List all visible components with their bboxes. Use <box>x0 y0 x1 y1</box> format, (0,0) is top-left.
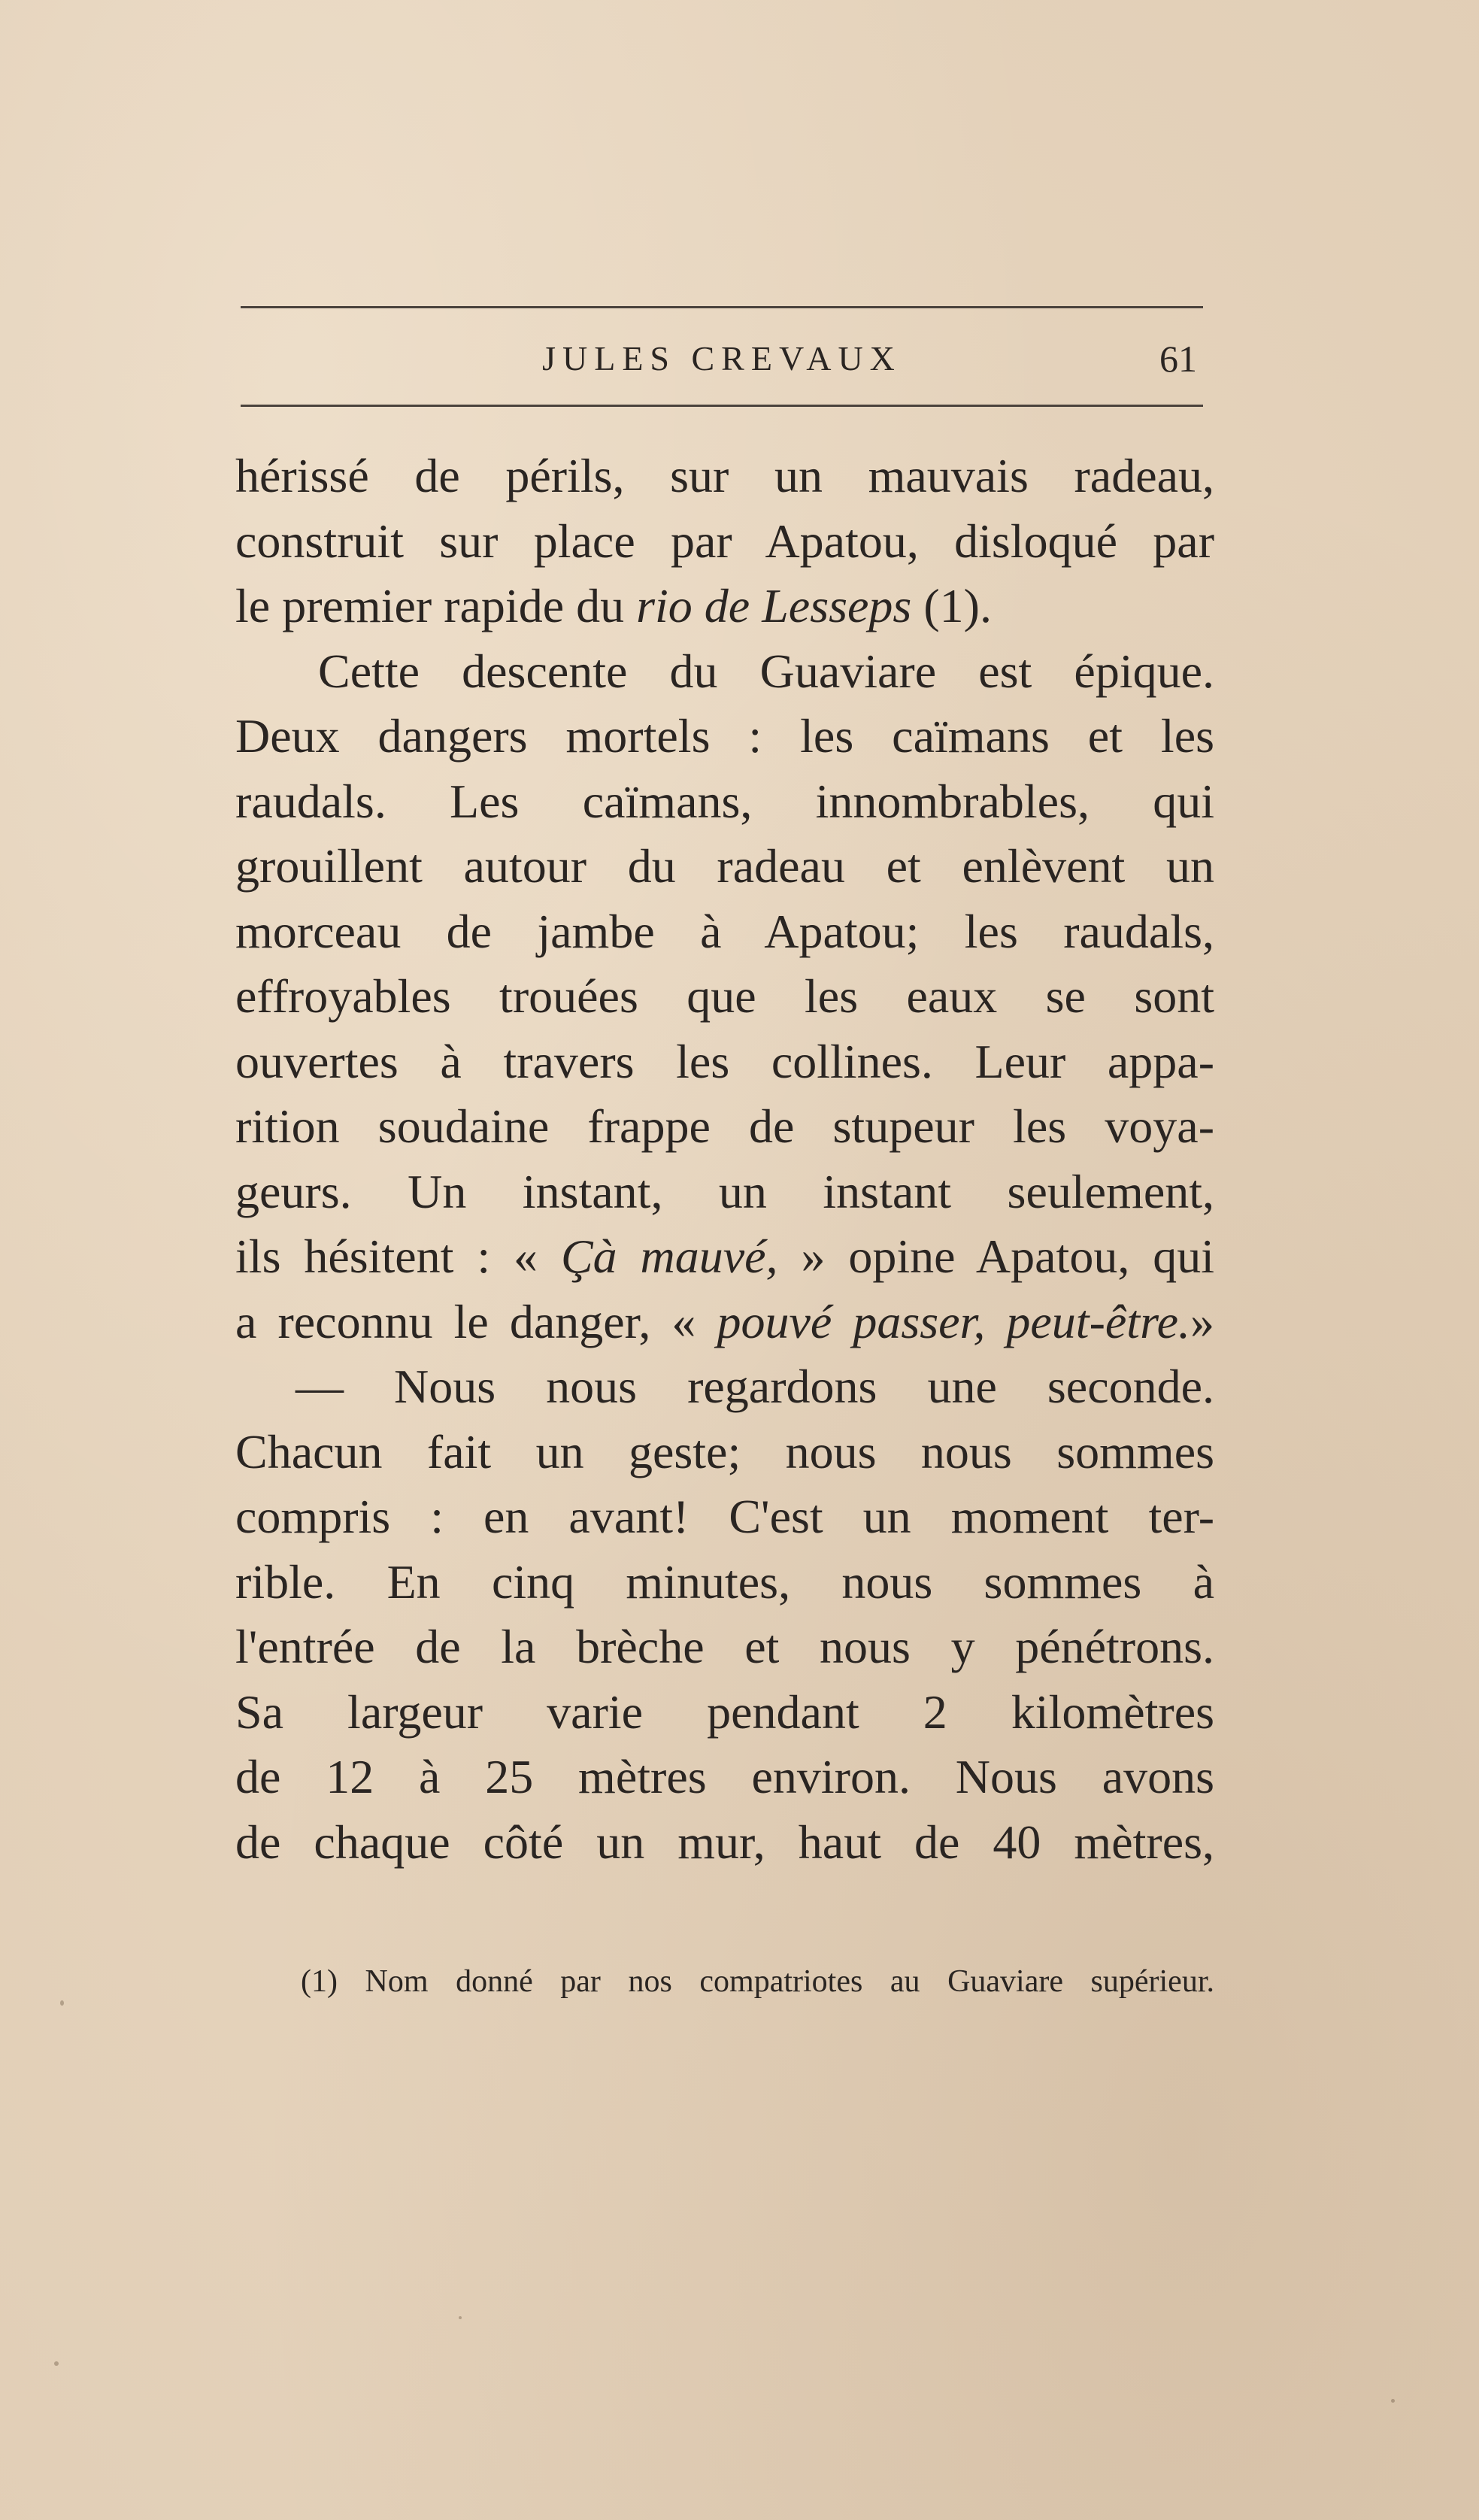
italic-quote: pouvé passer, peut-être. <box>717 1294 1191 1348</box>
paper-speck <box>54 2361 59 2366</box>
header-rule-top <box>241 306 1203 308</box>
text-line: effroyables trouées que les eaux se sont <box>235 969 1214 1023</box>
text-line: de 12 à 25 mètres environ. Nous avons <box>235 1750 1214 1803</box>
text-line: rible. En cinq minutes, nous sommes à <box>235 1554 1214 1609</box>
text-line: geurs. Un instant, un instant seulement, <box>235 1164 1214 1218</box>
text-line: Chacun fait un geste; nous nous sommes <box>235 1424 1214 1478</box>
text-line: Deux dangers mortels : les caïmans et les <box>235 709 1214 763</box>
paper-speck <box>459 2316 462 2319</box>
text-line-quote-start: — Nous nous regardons une seconde. <box>295 1360 1214 1413</box>
text-line: le premier rapide du rio de Lesseps (1). <box>235 579 992 632</box>
text-line: a reconnu le danger, « pouvé passer, peut-être.» <box>235 1294 1215 1348</box>
paper-speck <box>60 2000 64 2006</box>
italic-quote: Çà mauvé, <box>560 1230 778 1283</box>
text-line: ouvertes à travers les collines. Leur appa- <box>235 1034 1214 1088</box>
text-line: ils hésitent : « Çà mauvé, » opine Apatou, qui <box>235 1230 1215 1283</box>
running-title: JULES CREVAUX <box>542 339 902 378</box>
paper-speck <box>1391 2399 1395 2403</box>
text-line: de chaque côté un mur, haut de 40 mètres, <box>235 1815 1214 1869</box>
page-number: 61 <box>1159 338 1197 380</box>
text-line: grouillent autour du radeau et enlèvent un <box>235 839 1214 893</box>
text-line: l'entrée de la brèche et nous y pénétrons. <box>235 1620 1214 1673</box>
text-line: rition soudaine frappe de stupeur les voya- <box>235 1099 1214 1153</box>
body-text <box>235 444 1214 1875</box>
italic-phrase: rio de Lesseps <box>636 579 912 632</box>
text-line: Sa largeur varie pendant 2 kilomètres <box>235 1685 1214 1739</box>
text-line: compris : en avant! C'est un moment ter- <box>235 1490 1214 1543</box>
text-line: hérissé de périls, sur un mauvais radeau, <box>235 449 1214 502</box>
text-line-paragraph-start: Cette descente du Guaviare est épique. <box>318 644 1214 698</box>
running-head <box>241 331 1203 391</box>
text-line: raudals. Les caïmans, innombrables, qui <box>235 774 1214 828</box>
footnote: (1) Nom donné par nos compatriotes au Guaviare supérieur. <box>301 1964 1214 1999</box>
text-line: construit sur place par Apatou, disloqué par <box>235 514 1214 568</box>
header-rule-bottom <box>241 405 1203 407</box>
text-line: morceau de jambe à Apatou; les raudals, <box>235 904 1214 958</box>
